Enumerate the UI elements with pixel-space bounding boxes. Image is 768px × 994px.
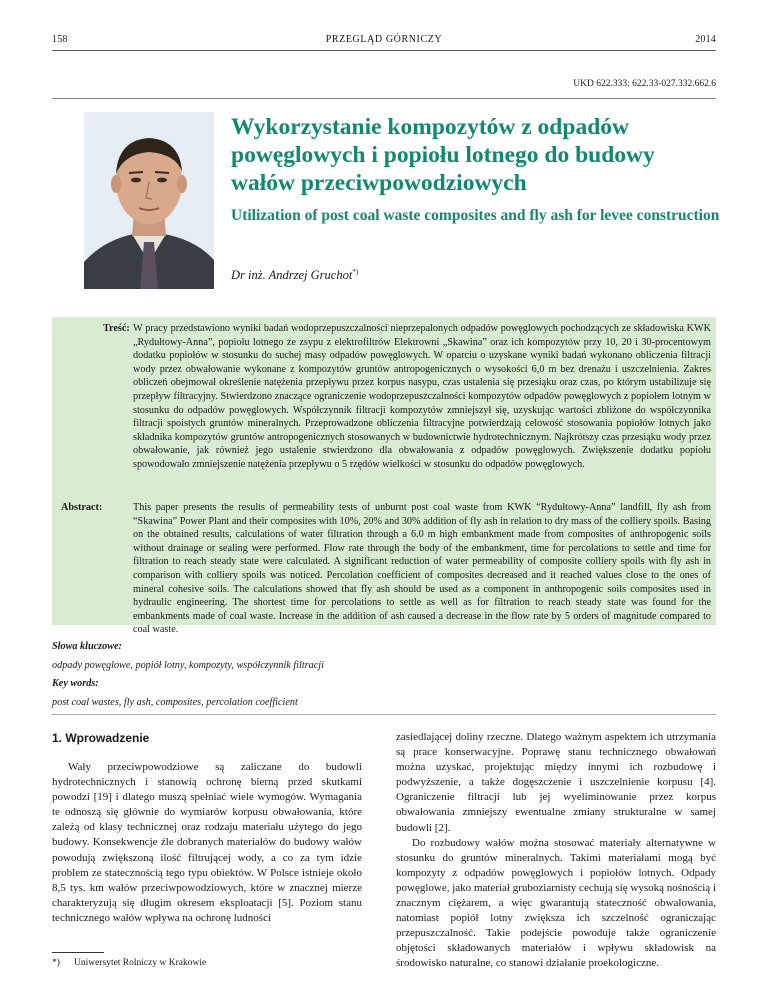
article-title: Wykorzystanie kompozytów z odpadów powęglowych i popiołu lotnego do budowy wałów przeciwpowodziowych bbox=[231, 114, 655, 196]
abstract-english bbox=[61, 501, 711, 637]
author-photo bbox=[84, 112, 214, 289]
body-column-right bbox=[396, 730, 716, 972]
ukd-code: UKD 622.333: 622.33-027.332.662.6 bbox=[573, 79, 716, 89]
abstract-english-text: This paper presents the results of permeability tests of unburnt post coal waste from KWK “Rydułtowy-Anna” landfill, fly ash from “Skawina” Power Plant and their composites with 10%, 20% and 30% addition of fly ash in relation to dry mass of the colliery spoils. Basing on the obtained results, calculations of water filtration through a 6.0 m high embankment made from composites of anthropogenic soils without drainage or sealing were performed. Flow rate through the body of the embankment, time for percolations to settle and time for filtration to reach steady state were calculated. A significant reduction of water permeability of composite colliery spoils with fly ash in comparison with colliery spoils was noticed. Percolation coefficient of composites decreased and it reached values close to the ones of mineral cohesive soils. The calculations showed that fly ash should be used as a component in anthropogenic soils composites used in hydraulic engineering. The shortest time for percolations to settle as well as for filtration to reach steady state was found for the embankments made of coal waste. Increase in the addition of ash caused a decrease in the flow rate by 5 orders of magnitude compared to coal waste. bbox=[133, 502, 711, 636]
footnote bbox=[52, 958, 206, 968]
abstract-polish bbox=[61, 322, 711, 472]
keywords-pl-label: Słowa kluczowe: bbox=[52, 641, 122, 652]
body-paragraph: Do rozbudowy wałów można stosować materiały alternatywne w stosunku do gruntów mineralnych. Takimi materiałami mogą być kompozyty z odpadów powęglowych i popiołów lotnych. Odpady powęglowe, jako materiał gruboziarnisty cechują się wysoką nośnością i znacznym ciężarem, a więc gwarantują stateczność obwałowania, natomiast popiół lotny zwiększa ich szczelność ograniczając przepuszczalność. Takie podejście powoduje także ograniczenie objętości składowanych materiałów i wpływu składowisk na środowisko naturalne, co stanowi działanie proekologiczne. bbox=[396, 836, 716, 970]
author-footnote-mark: *) bbox=[352, 268, 359, 276]
keywords-en-label: Key words: bbox=[52, 678, 99, 689]
footnote-rule bbox=[52, 952, 104, 953]
footnote-mark: *) bbox=[52, 958, 60, 968]
header-rule bbox=[52, 50, 716, 51]
running-header bbox=[52, 34, 716, 50]
keywords-rule bbox=[52, 714, 716, 715]
issue-year: 2014 bbox=[695, 34, 716, 45]
abstract-polish-text: W pracy przedstawiono wyniki badań wodoprzepuszczalności nieprzepalonych odpadów powęglowych pochodzących ze składowiska KWK „Rydułtowy-Anna”, popiołu lotnego ze zsypu z elektrofiltrów Elektrowni „Skawina” oraz ich kompozytów przy 10, 20 i 30-procentowym dodatku popiołów w stosunku do suchej masy odpadów powęglowych. W oparciu o uzyskane wyniki badań wykonano obliczenia filtracji wody przez obwałowanie wykonane z kompozytów gruntów antropogenicznych o wysokości 6,0 m bez drenażu i uszczelnienia. Zakres obliczeń obejmował określenie natężenia przepływu przez korpus nasypu, czas ustalenia się przesiąku oraz czas, po którym ustabilizuje się przepływ filtracyjny. Stwierdzono znaczące ograniczenie wodoprzepuszczalności kompozytów odpadów powęglowych z popiołem lotnym w stosunku do odpadów powęglowych. Współczynnik filtracji kompozytów zmniejszył się, uzyskując wartości zbliżone do współczynnika filtracji spoistych gruntów mineralnych. Przeprowadzone obliczenia filtracyjne potwierdzają celowość stosowania popiołów lotnych jako składnika kompozytów gruntów antropogenicznych stosowanych w budownictwie hydrotechnicznym. Najkrótszy czas przesiąku wody przez obwałowanie, jak również jego ustalenie stwierdzono dla obwałowania z odpadów powęglowych. Zwiększenie dodatku popiołu spowodowało zmniejszenie natężenia przepływu o 5 rzędów wielkości w stosunku do odpadów powęglowych. bbox=[133, 323, 711, 470]
abstract-english-label: Abstract: bbox=[61, 502, 103, 513]
body-column-left bbox=[52, 730, 362, 926]
page-number: 158 bbox=[52, 34, 68, 45]
body-paragraph: zasiedlającej doliny rzeczne. Dlatego ważnym aspektem ich utrzymania są prace konserwacyjne. Poprawę stanu technicznego obwałowań można uzyskać, projektując między innymi ich rozbudowę i podwyższenie, a także dogęszczenie i uszczelnienie korpusu [4]. Ograniczenie filtracji lub jej wyeliminowanie przez korpus obwałowania zmniejszy ewentualne zmiany strukturalne w samej budowli [2]. bbox=[396, 731, 716, 834]
ukd-rule bbox=[52, 98, 716, 99]
body-paragraph: Wały przeciwpowodziowe są zaliczane do budowli hydrotechnicznych i stanowią ochronę bierną przed skutkami powodzi [19] i dlatego muszą spełniać wiele wymogów. Wymagania te odnoszą się głównie do wymiarów korpusu obwałowania, które zależą od klasy technicznej oraz rodzaju materiału użytego do jego budowy. Konsekwencje źle dobranych materiałów do budowy wałów powodują zwiększoną ilość filtrującej wody, a co za tym idzie problem ze statecznością tego typu obiektów. W Polsce istnieje około 8,5 tys. km wałów przeciwpowodziowych, które w znacznej mierze charakteryzują się długim okresem eksploatacji [5]. Poziom stanu technicznego wałów wpływa na ochronę ludności bbox=[52, 761, 362, 924]
abstract-box bbox=[52, 317, 716, 636]
journal-name: PRZEGLĄD GÓRNICZY bbox=[325, 34, 443, 45]
keywords-pl-text: odpady powęglowe, popiół lotny, kompozyty, współczynnik filtracji bbox=[52, 660, 324, 671]
footnote-text: Uniwersytet Rolniczy w Krakowie bbox=[74, 958, 207, 968]
article-subtitle: Utilization of post coal waste composites and fly ash for levee construction bbox=[231, 207, 720, 224]
author-line bbox=[231, 268, 358, 283]
abstract-polish-label: Treść: bbox=[103, 323, 130, 334]
section-heading: 1. Wprowadzenie bbox=[52, 731, 150, 745]
keywords-en-text: post coal wastes, fly ash, composites, percolation coefficient bbox=[52, 697, 298, 708]
author-name: Dr inż. Andrzej Gruchot bbox=[231, 268, 353, 283]
